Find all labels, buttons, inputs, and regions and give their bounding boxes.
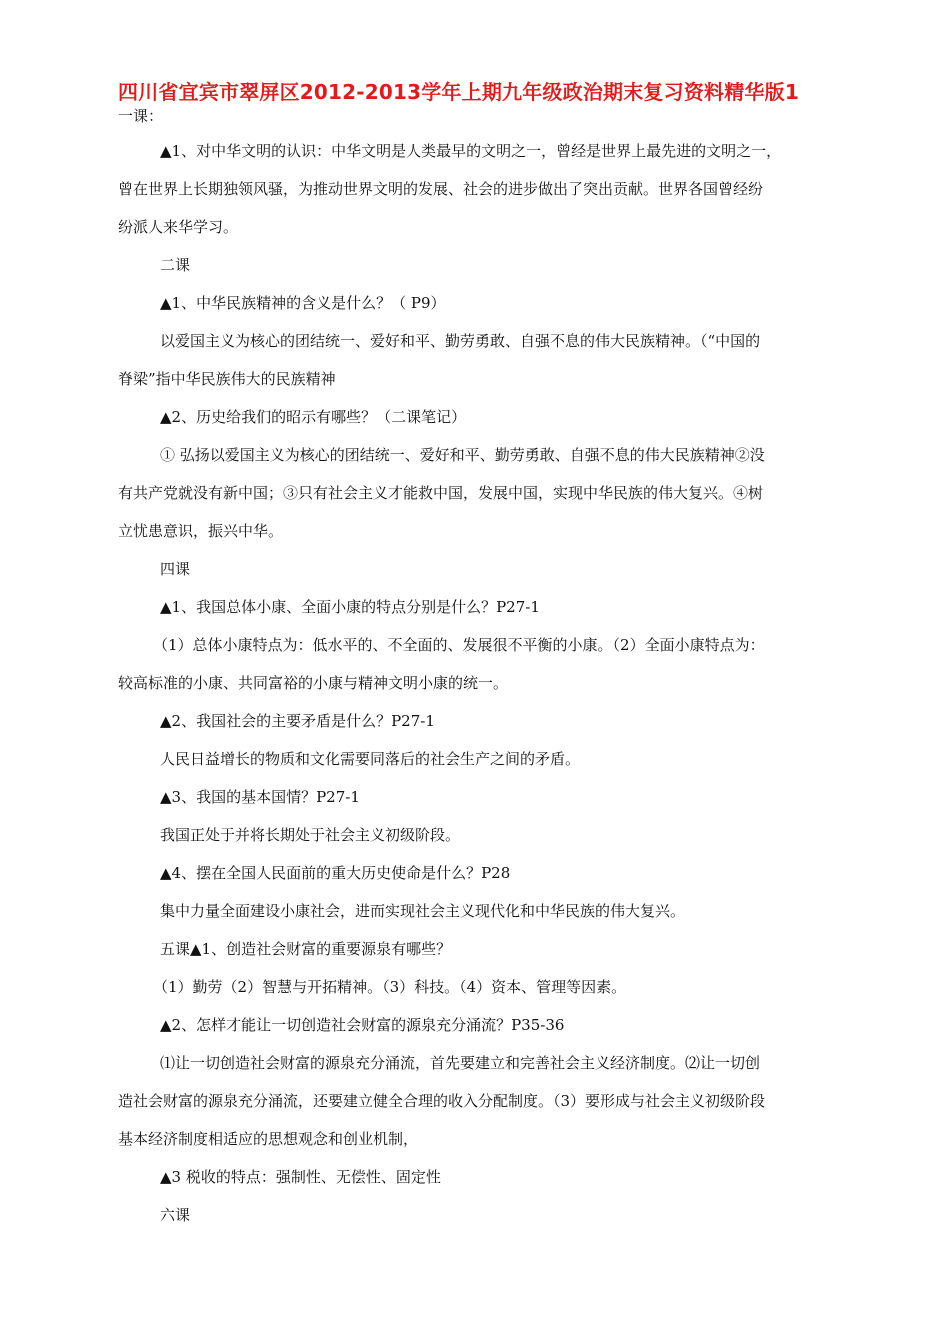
paragraph-line: 集中力量全面建设小康社会，进而实现社会主义现代化和中华民族的伟大复兴。: [160, 902, 686, 920]
question-line: ▲4、摆在全国人民面前的重大历史使命是什么？P28: [160, 864, 511, 882]
paragraph-line: ▲1、对中华文明的认识：中华文明是人类最早的文明之一，曾经是世界上最先进的文明之一，: [160, 142, 782, 160]
question-line: ▲1、中华民族精神的含义是什么？（ P9）: [160, 294, 446, 312]
question-line: ▲3、我国的基本国情？P27-1: [160, 788, 360, 806]
question-line: ▲2、怎样才能让一切创造社会财富的源泉充分涌流？P35-36: [160, 1016, 565, 1034]
question-line: ▲3 税收的特点：强制性、无偿性、固定性: [160, 1168, 441, 1186]
lesson-4-heading: 四课: [160, 560, 191, 578]
question-line: ▲2、我国社会的主要矛盾是什么？P27-1: [160, 712, 435, 730]
question-line: ▲1、我国总体小康、全面小康的特点分别是什么？P27-1: [160, 598, 540, 616]
document-title: 四川省宜宾市翠屏区2012-2013学年上期九年级政治期末复习资料精华版1: [118, 80, 799, 104]
paragraph-line: 曾在世界上长期独领风骚，为推动世界文明的发展、社会的进步做出了突出贡献。世界各国曾经纷: [118, 180, 764, 198]
paragraph-line: （1）总体小康特点为：低水平的、不全面的、发展很不平衡的小康。（2）全面小康特点为：: [153, 636, 765, 654]
paragraph-line: 人民日益增长的物质和文化需要同落后的社会生产之间的矛盾。: [160, 750, 581, 768]
paragraph-line: ⑴让一切创造社会财富的源泉充分涌流，首先要建立和完善社会主义经济制度。⑵让一切创: [160, 1054, 761, 1072]
lesson-1-heading: 一课：: [118, 107, 164, 125]
paragraph-line: 有共产党就没有新中国；③只有社会主义才能救中国，发展中国，实现中华民族的伟大复兴。④树: [118, 484, 764, 502]
lesson-6-heading: 六课: [160, 1206, 191, 1224]
lesson-5-heading: 五课▲1、创造社会财富的重要源泉有哪些？: [160, 940, 452, 958]
paragraph-line: 我国正处于并将长期处于社会主义初级阶段。: [160, 826, 461, 844]
paragraph-line: 脊梁”指中华民族伟大的民族精神: [118, 370, 336, 388]
paragraph-line: （1）勤劳（2）智慧与开拓精神。（3）科技。（4）资本、管理等因素。: [153, 978, 627, 996]
lesson-2-heading: 二课: [160, 256, 191, 274]
paragraph-line: 纷派人来华学习。: [118, 218, 239, 236]
paragraph-line: 基本经济制度相适应的思想观念和创业机制，: [118, 1130, 419, 1148]
paragraph-line: ① 弘扬以爱国主义为核心的团结统一、爱好和平、勤劳勇敢、自强不息的伟大民族精神②没: [160, 446, 765, 464]
paragraph-line: 较高标准的小康、共同富裕的小康与精神文明小康的统一。: [118, 674, 509, 692]
paragraph-line: 立忧患意识，振兴中华。: [118, 522, 284, 540]
paragraph-line: 以爱国主义为核心的团结统一、爱好和平、勤劳勇敢、自强不息的伟大民族精神。（“中国的: [160, 332, 761, 350]
question-line: ▲2、历史给我们的昭示有哪些？（二课笔记）: [160, 408, 467, 426]
document-body: [118, 104, 858, 1234]
paragraph-line: 造社会财富的源泉充分涌流，还要建立健全合理的收入分配制度。（3）要形成与社会主义初级阶段: [118, 1092, 766, 1110]
